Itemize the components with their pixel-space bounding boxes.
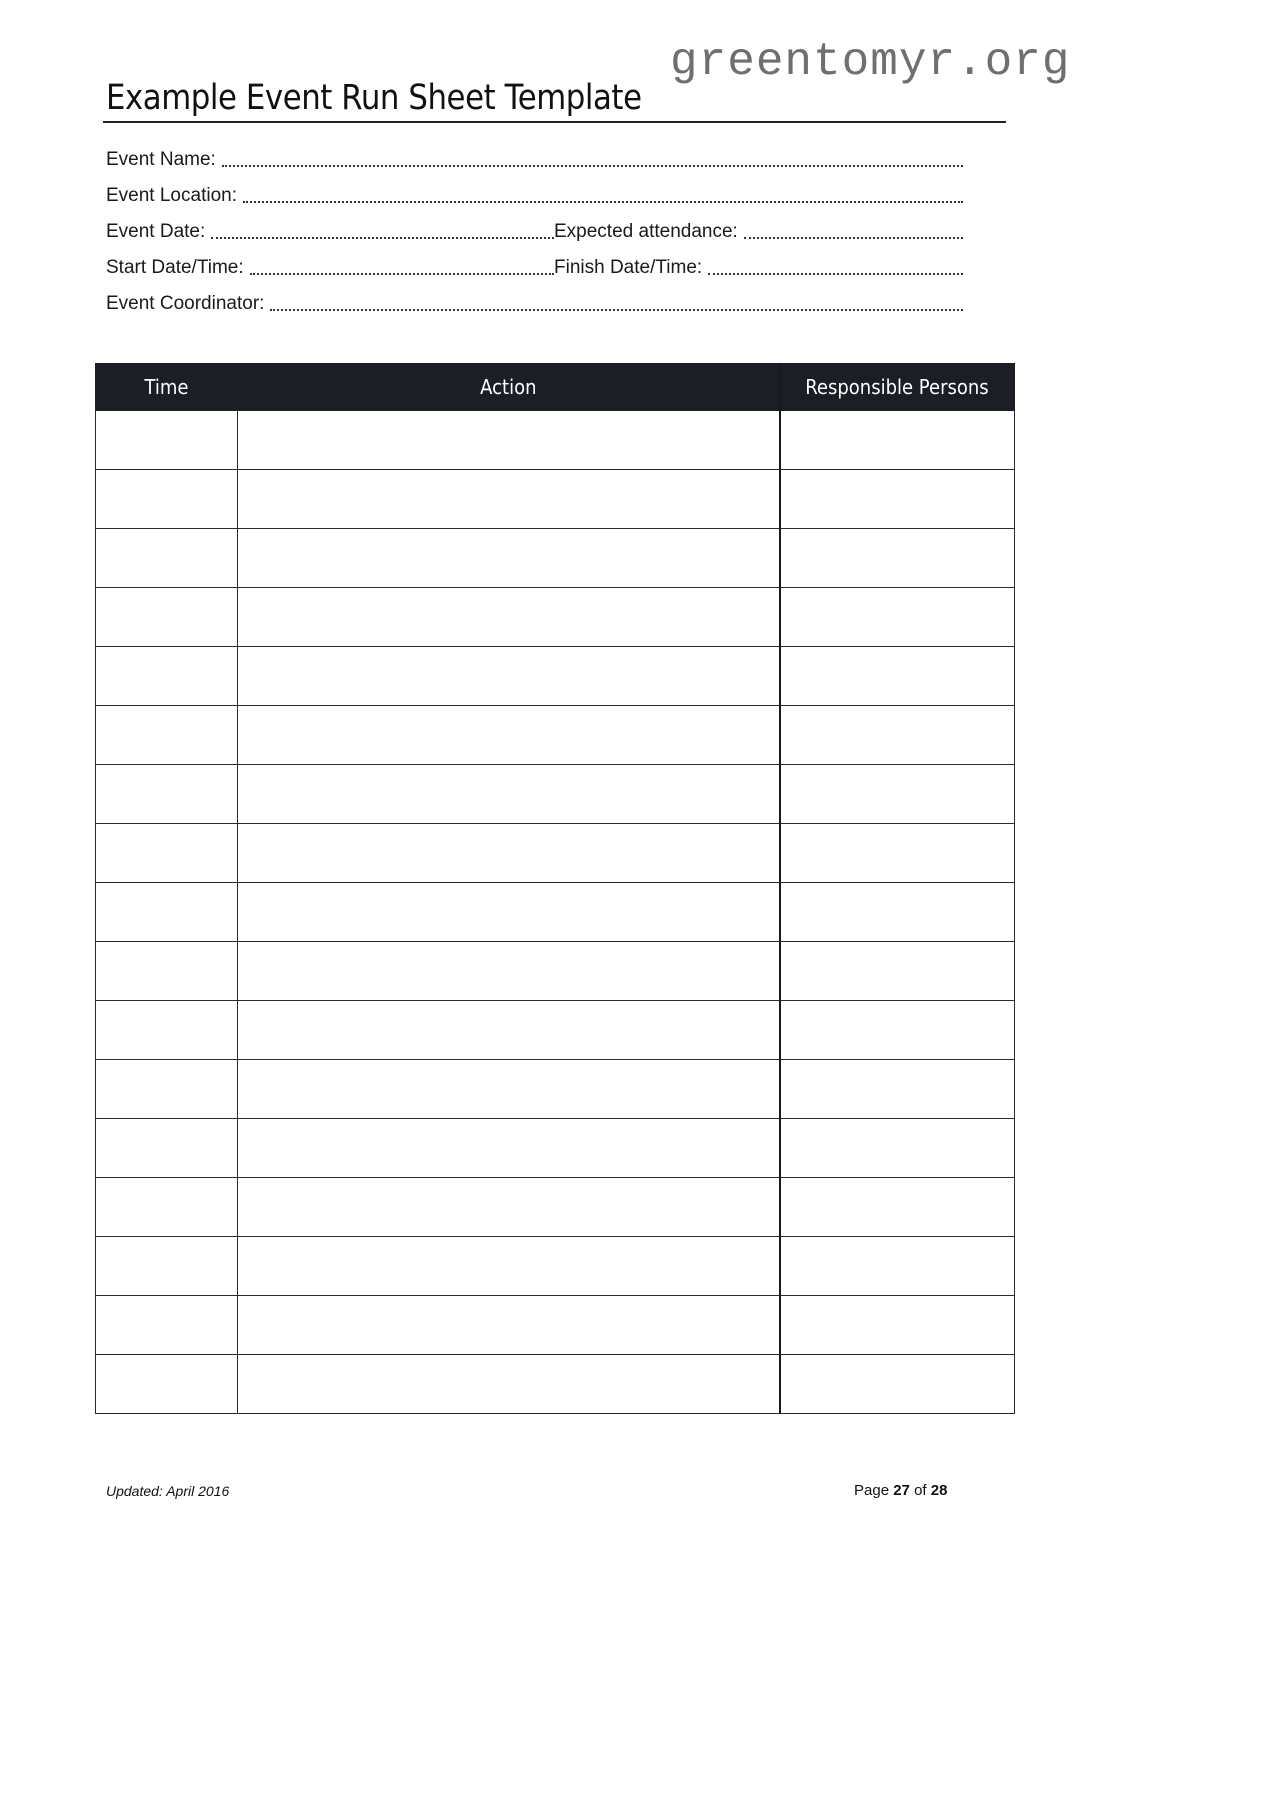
- table-row: [96, 1178, 1015, 1237]
- table-row: [96, 1355, 1015, 1414]
- time-cell[interactable]: [96, 1001, 238, 1060]
- responsible-persons-cell[interactable]: [780, 706, 1015, 765]
- responsible-persons-cell[interactable]: [780, 1001, 1015, 1060]
- time-cell[interactable]: [96, 411, 238, 470]
- action-cell[interactable]: [238, 1355, 780, 1414]
- event-coordinator-input-line[interactable]: [270, 309, 963, 311]
- finish-datetime-input-line[interactable]: [708, 273, 963, 275]
- responsible-persons-cell[interactable]: [780, 1237, 1015, 1296]
- column-header-responsible-persons: [780, 364, 1015, 411]
- table-row: [96, 411, 1015, 470]
- responsible-persons-cell[interactable]: [780, 529, 1015, 588]
- table-row: [96, 1001, 1015, 1060]
- event-date-field[interactable]: [106, 219, 554, 243]
- event-date-input-line[interactable]: [211, 237, 554, 239]
- page-number: [854, 1482, 947, 1499]
- table-header-row: [96, 364, 1015, 411]
- column-header-time-label: Time: [144, 375, 189, 399]
- responsible-persons-cell[interactable]: [780, 470, 1015, 529]
- event-coordinator-field[interactable]: [106, 291, 963, 315]
- table-row: [96, 1296, 1015, 1355]
- responsible-persons-cell[interactable]: [780, 647, 1015, 706]
- action-cell[interactable]: [238, 1237, 780, 1296]
- action-cell[interactable]: [238, 1119, 780, 1178]
- table-row: [96, 588, 1015, 647]
- table-row: [96, 883, 1015, 942]
- action-cell[interactable]: [238, 1060, 780, 1119]
- time-cell[interactable]: [96, 1355, 238, 1414]
- page-of: of: [914, 1482, 927, 1499]
- event-name-input-line[interactable]: [222, 165, 963, 167]
- table-body: [96, 411, 1015, 1414]
- watermark: greentomyr.org: [670, 36, 1071, 88]
- time-cell[interactable]: [96, 765, 238, 824]
- responsible-persons-cell[interactable]: [780, 1296, 1015, 1355]
- event-coordinator-label: Event Coordinator:: [106, 293, 265, 314]
- time-cell[interactable]: [96, 942, 238, 1001]
- action-cell[interactable]: [238, 470, 780, 529]
- time-cell[interactable]: [96, 706, 238, 765]
- event-date-label: Event Date:: [106, 221, 206, 242]
- table-row: [96, 824, 1015, 883]
- action-cell[interactable]: [238, 706, 780, 765]
- time-cell[interactable]: [96, 883, 238, 942]
- responsible-persons-cell[interactable]: [780, 1119, 1015, 1178]
- column-header-time: [96, 364, 238, 411]
- responsible-persons-cell[interactable]: [780, 1178, 1015, 1237]
- time-cell[interactable]: [96, 824, 238, 883]
- column-header-action-label: Action: [480, 375, 537, 399]
- expected-attendance-label: Expected attendance:: [554, 221, 738, 242]
- event-name-field[interactable]: [106, 147, 963, 171]
- time-cell[interactable]: [96, 1178, 238, 1237]
- event-location-input-line[interactable]: [243, 201, 963, 203]
- table-row: [96, 529, 1015, 588]
- page-title: Example Event Run Sheet Template: [106, 78, 642, 118]
- expected-attendance-input-line[interactable]: [744, 237, 963, 239]
- responsible-persons-cell[interactable]: [780, 824, 1015, 883]
- time-cell[interactable]: [96, 1237, 238, 1296]
- responsible-persons-cell[interactable]: [780, 942, 1015, 1001]
- page-prefix: Page: [854, 1482, 890, 1499]
- action-cell[interactable]: [238, 529, 780, 588]
- time-cell[interactable]: [96, 1060, 238, 1119]
- start-datetime-label: Start Date/Time:: [106, 257, 244, 278]
- action-cell[interactable]: [238, 1178, 780, 1237]
- event-location-field[interactable]: [106, 183, 963, 207]
- event-name-label: Event Name:: [106, 149, 216, 170]
- time-cell[interactable]: [96, 647, 238, 706]
- responsible-persons-cell[interactable]: [780, 1355, 1015, 1414]
- table-row: [96, 706, 1015, 765]
- page-current: 27: [893, 1482, 910, 1499]
- time-cell[interactable]: [96, 1296, 238, 1355]
- responsible-persons-cell[interactable]: [780, 411, 1015, 470]
- time-cell[interactable]: [96, 470, 238, 529]
- responsible-persons-cell[interactable]: [780, 883, 1015, 942]
- table-row: [96, 1060, 1015, 1119]
- updated-date: Updated: April 2016: [106, 1483, 230, 1499]
- action-cell[interactable]: [238, 883, 780, 942]
- column-header-action: [238, 364, 780, 411]
- action-cell[interactable]: [238, 1296, 780, 1355]
- time-cell[interactable]: [96, 1119, 238, 1178]
- table-row: [96, 765, 1015, 824]
- responsible-persons-cell[interactable]: [780, 765, 1015, 824]
- finish-datetime-field[interactable]: [554, 255, 963, 279]
- action-cell[interactable]: [238, 765, 780, 824]
- start-datetime-field[interactable]: [106, 255, 554, 279]
- action-cell[interactable]: [238, 824, 780, 883]
- table-row: [96, 1237, 1015, 1296]
- table-row: [96, 470, 1015, 529]
- column-header-responsible-persons-label: Responsible Persons: [805, 375, 989, 399]
- title-divider: [103, 121, 1006, 123]
- expected-attendance-field[interactable]: [554, 219, 963, 243]
- run-sheet-table: [95, 363, 1015, 1414]
- responsible-persons-cell[interactable]: [780, 1060, 1015, 1119]
- start-datetime-input-line[interactable]: [250, 273, 554, 275]
- responsible-persons-cell[interactable]: [780, 588, 1015, 647]
- action-cell[interactable]: [238, 588, 780, 647]
- table-row: [96, 1119, 1015, 1178]
- table-row: [96, 942, 1015, 1001]
- finish-datetime-label: Finish Date/Time:: [554, 257, 703, 278]
- time-cell[interactable]: [96, 529, 238, 588]
- action-cell[interactable]: [238, 942, 780, 1001]
- event-location-label: Event Location:: [106, 185, 237, 206]
- table-row: [96, 647, 1015, 706]
- page-total: 28: [930, 1482, 948, 1499]
- time-cell[interactable]: [96, 588, 238, 647]
- action-cell[interactable]: [238, 411, 780, 470]
- action-cell[interactable]: [238, 1001, 780, 1060]
- action-cell[interactable]: [238, 647, 780, 706]
